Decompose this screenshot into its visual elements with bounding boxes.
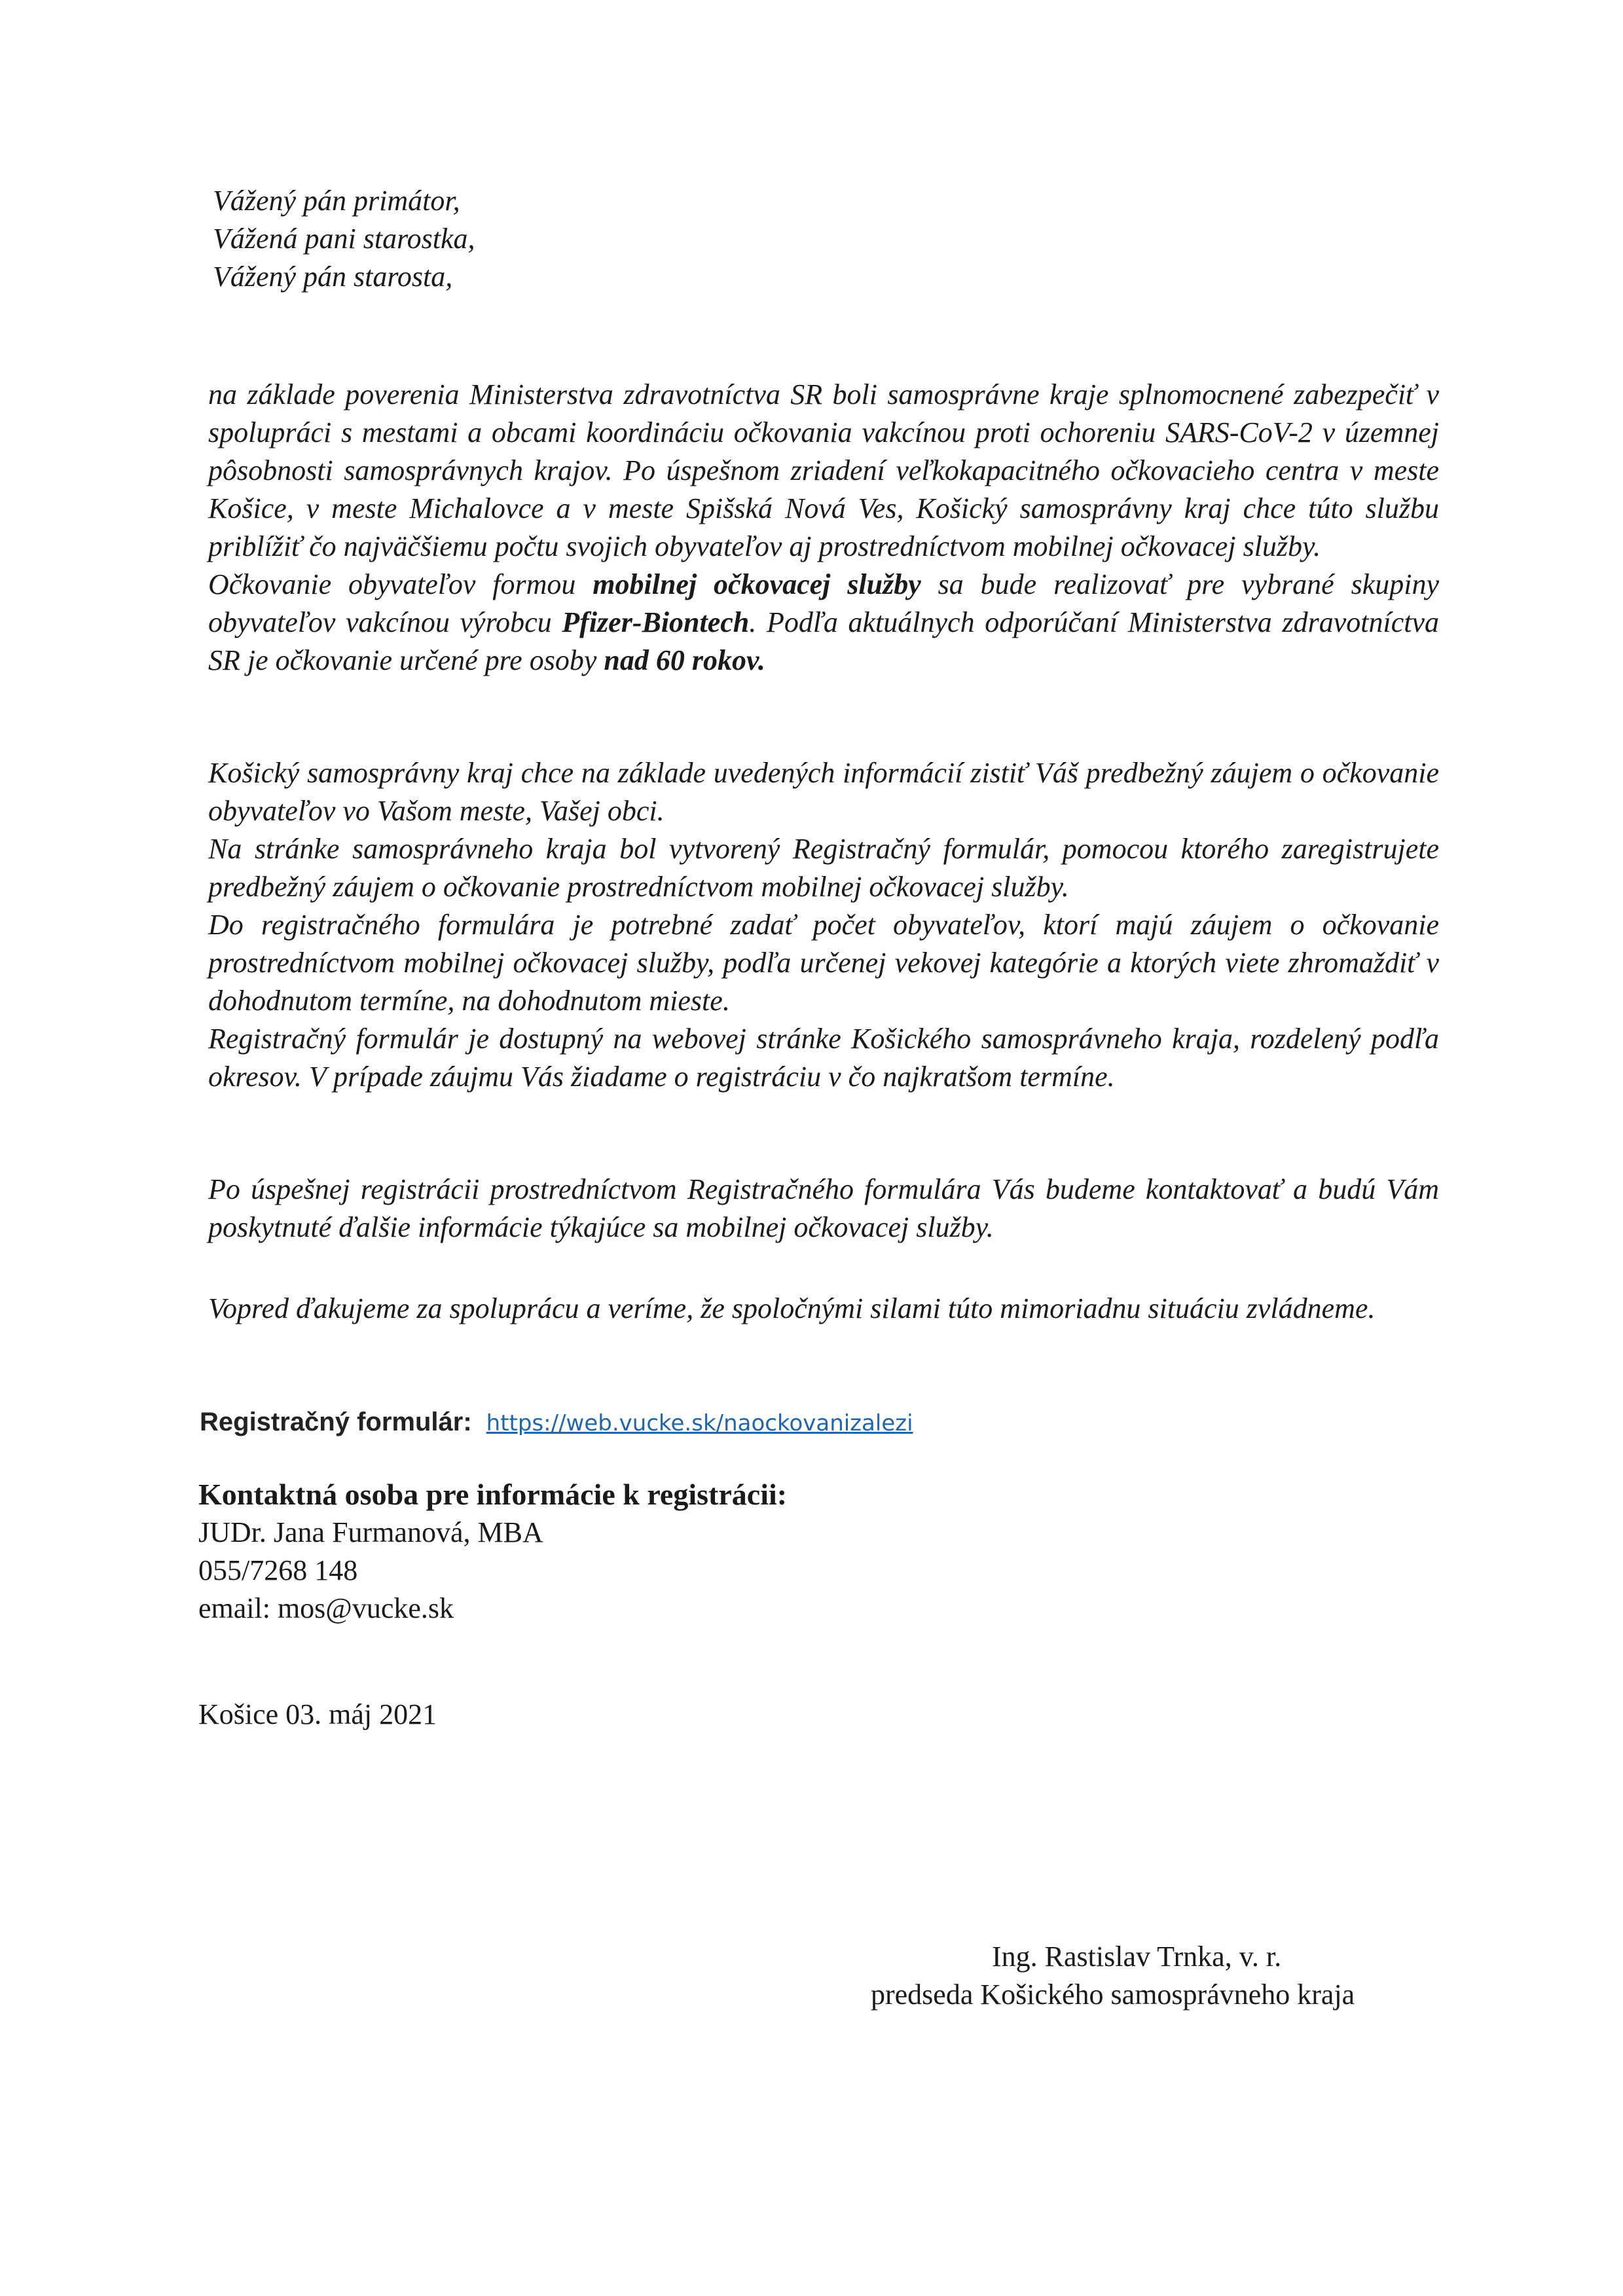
- registration-line: [200, 1402, 913, 1442]
- signature-name: Ing. Rastislav Trnka, v. r.: [992, 1941, 1282, 1973]
- text-span: sa bude realizovať pre vybrané skupiny obyvateľov vakcínou výrobcu: [208, 568, 1440, 638]
- contact-phone: 055/7268 148: [198, 1554, 358, 1586]
- vaccination-paragraph: [208, 566, 1439, 680]
- letter-date: Košice 03. máj 2021: [198, 1698, 437, 1730]
- contact-email: email: mos@vucke.sk: [198, 1592, 454, 1624]
- salutation-line: Vážená pani starostka,: [213, 223, 475, 255]
- contact-block: [198, 1476, 787, 1628]
- thanks-paragraph: Vopred ďakujeme za spoluprácu a veríme, že spoločnými silami túto mimoriadnu situáciu zvládneme.: [208, 1292, 1376, 1324]
- form-created-paragraph: Na stránke samosprávneho kraja bol vytvorený Registračný formulár, pomocou ktorého zaregistrujete predbežný záujem o očkovanie prostredníctvom mobilnej očkovacej služby.: [208, 833, 1439, 903]
- salutation-line: Vážený pán primátor,: [213, 185, 460, 217]
- salutation-line: Vážený pán starosta,: [213, 261, 453, 293]
- registration-info-section: [208, 754, 1439, 1096]
- thanks-section: [208, 1290, 1439, 1328]
- registration-label: Registračný formulár:: [200, 1408, 472, 1436]
- contact-name: JUDr. Jana Furmanová, MBA: [198, 1516, 543, 1548]
- interest-paragraph: Košický samosprávny kraj chce na základe uvedených informácií zistiť Váš predbežný záujem o očkovanie obyvateľov vo Vašom meste, Vašej obci.: [208, 757, 1439, 827]
- intro-paragraph: na základe poverenia Ministerstva zdravotníctva SR boli samosprávne kraje splnomocnené zabezpečiť v spolupráci s mestami a obcami koordináciu očkovania vakcínou proti ochoreniu SARS-CoV-2 v územnej pôsobnosti samosprávnych krajov. Po úspešnom zriadení veľkokapacitného očkovacieho centra v meste Košice, v meste Michalovce a v meste Spišská Nová Ves, Košický samosprávny kraj chce túto službu priblížiť čo najväčšiemu počtu svojich obyvateľov aj prostredníctvom mobilnej očkovacej služby.: [208, 378, 1439, 562]
- followup-paragraph: Po úspešnej registrácii prostredníctvom Registračného formulára Vás budeme kontaktovať a budú Vám poskytnuté ďalšie informácie týkajúce sa mobilnej očkovacej služby.: [208, 1173, 1439, 1243]
- intro-section: [208, 376, 1439, 680]
- text-span: Očkovanie obyvateľov formou: [208, 568, 593, 600]
- registration-link[interactable]: https://web.vucke.sk/naockovanizalezi: [486, 1410, 913, 1436]
- contact-heading: Kontaktná osoba pre informácie k registrácii:: [198, 1478, 788, 1511]
- followup-section: [208, 1171, 1439, 1247]
- bold-vaccine-maker: Pfizer-Biontech: [562, 606, 750, 638]
- form-available-paragraph: Registračný formulár je dostupný na webovej stránke Košického samosprávneho kraja, rozdelený podľa okresov. V prípade záujmu Vás žiadame o registráciu v čo najkratšom termíne.: [208, 1023, 1439, 1093]
- bold-mobile-service: mobilnej očkovacej služby: [593, 568, 921, 600]
- salutation: [213, 182, 475, 296]
- text-span: . Podľa aktuálnych odporúčaní Ministerstva zdravotníctva SR je očkovanie určené pre osoby: [208, 606, 1439, 676]
- form-fill-paragraph: Do registračného formulára je potrebné zadať počet obyvateľov, ktorí majú záujem o očkovanie prostredníctvom mobilnej očkovacej služby, podľa určenej vekovej kategórie a ktorých viete zhromaždiť v dohodnutom termíne, na dohodnutom mieste.: [208, 909, 1439, 1017]
- bold-age-group: nad 60 rokov.: [604, 644, 765, 676]
- signature-title: predseda Košického samosprávneho kraja: [871, 1978, 1355, 2011]
